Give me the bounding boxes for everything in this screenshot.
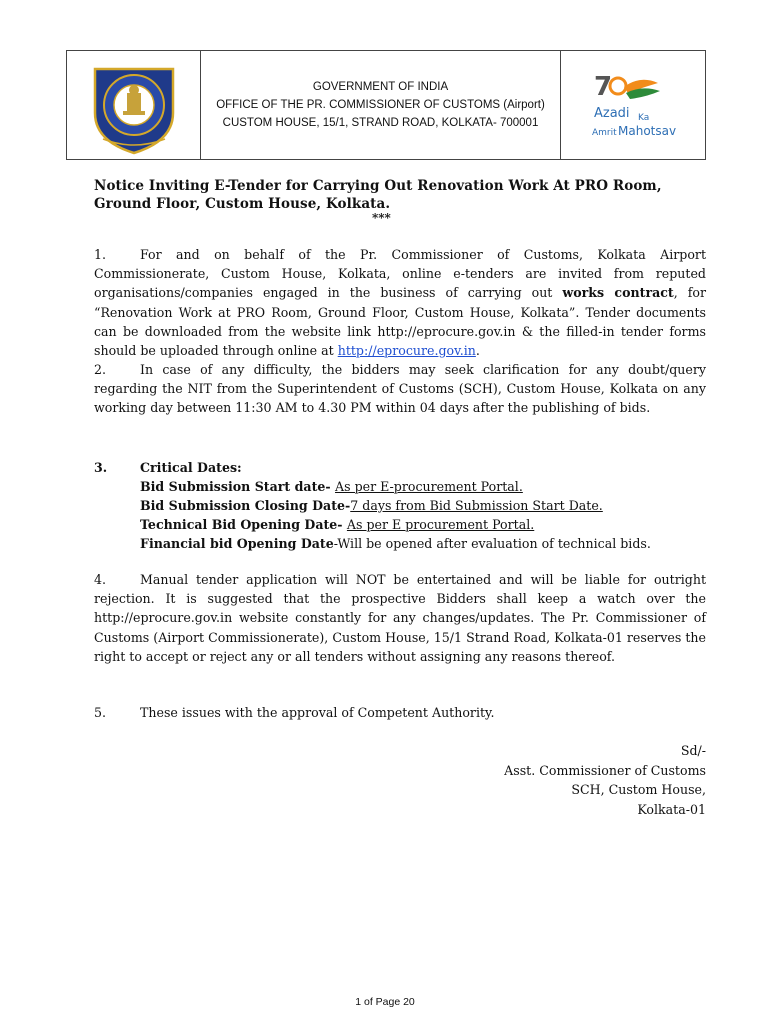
critical-row-value: As per E procurement Portal. <box>346 517 535 532</box>
customs-emblem-icon <box>85 55 183 155</box>
signature-city: Kolkata-01 <box>637 801 706 817</box>
signature-office: SCH, Custom House, <box>571 782 706 797</box>
para-2-text: In case of any difficulty, the bidders may seek clarification for any doubt/query regarding the NIT from the Superintendent of Customs (SCH), Custom House, Kolkata on any working day between 11:30 AM to 4.30 PM within 04 days after the publishing of bids. <box>94 362 706 416</box>
logo-amrit: Amrit <box>592 128 617 138</box>
para-1-text-c: . <box>475 343 480 359</box>
critical-row-label: Bid Submission Start date- <box>140 479 336 494</box>
header-line-2: OFFICE OF THE PR. COMMISSIONER OF CUSTOMS (Airport) <box>216 99 545 111</box>
para-3-number: 3. <box>94 460 108 475</box>
title-line-2: Ground Floor, Custom House, Kolkata. <box>94 196 391 212</box>
critical-row <box>140 477 651 496</box>
eprocure-link[interactable]: http://eprocure.gov.in <box>337 343 476 359</box>
critical-row-value: 7 days from Bid Submission Start Date. <box>350 498 603 513</box>
para-1-text-b: , for “Renovation Work at PRO Room, Ground Floor, Custom House, Kolkata”. Tender documents can be downloaded from the website link http://eprocure.gov.in & the filled-in tender forms should be uploaded through online at <box>94 285 706 359</box>
para-1-number: 1. <box>94 247 107 262</box>
svg-text:7: 7 <box>594 72 613 102</box>
header-line-1: GOVERNMENT OF INDIA <box>312 81 449 93</box>
critical-dates-heading: Critical Dates: <box>140 460 242 475</box>
para-4-number: 4. <box>94 572 107 587</box>
para-2-number: 2. <box>94 362 107 377</box>
critical-dates-lines <box>140 458 651 553</box>
signature-designation: Asst. Commissioner of Customs <box>504 762 706 778</box>
para-5-text: These issues with the approval of Competent Authority. <box>140 705 495 720</box>
critical-row-label: Bid Submission Closing Date- <box>140 498 351 513</box>
paragraph-5 <box>94 703 706 722</box>
paragraph-4 <box>94 570 706 666</box>
header-line-3: CUSTOM HOUSE, 15/1, STRAND ROAD, KOLKATA- 700001 <box>222 117 539 129</box>
critical-row <box>140 496 651 515</box>
para-1-text-a: For and on behalf of the Pr. Commissioner of Customs, Kolkata Airport Commissionerate, Custom House, Kolkata, online e-tenders are invited from reputed organisations/companies engaged in the business of carrying out <box>94 247 706 301</box>
signature-block <box>504 741 706 819</box>
signature-sd: Sd/- <box>680 743 706 758</box>
para-4-text: Manual tender application will NOT be entertained and will be liable for outright rejection. It is suggested that the prospective Bidders shall keep a watch over the http://eprocure.gov.in website constantly for any changes/updates. The Pr. Commissioner of Customs (Airport Commissionerate), Custom House, 15/1 Strand Road, Kolkata-01 reserves the right to accept or reject any or all tenders without assigning any reasons thereof. <box>94 572 706 664</box>
page-number: 1 of Page 20 <box>355 996 415 1008</box>
notice-title <box>94 177 714 213</box>
logo-azadi: Azadi <box>594 106 630 121</box>
office-address <box>201 51 561 159</box>
para-1-bold: works contract <box>562 285 674 301</box>
critical-row-value: -Will be opened after evaluation of technical bids. <box>333 536 651 551</box>
logo-cell <box>561 51 705 159</box>
paragraph-2 <box>94 360 706 418</box>
critical-row <box>140 515 651 534</box>
critical-row-label: Technical Bid Opening Date- <box>140 517 347 532</box>
critical-row-label: Financial bid Opening Date <box>140 536 334 551</box>
letterhead <box>66 50 706 160</box>
azadi-ka-amrit-mahotsav-logo-icon <box>588 65 678 145</box>
paragraph-1 <box>94 245 706 360</box>
critical-row <box>140 534 651 553</box>
logo-mahotsav: Mahotsav <box>618 124 677 138</box>
logo-ka: Ka <box>638 113 650 123</box>
emblem-cell <box>67 51 201 159</box>
title-separator: *** <box>372 211 391 225</box>
title-line-1: Notice Inviting E-Tender for Carrying Out Renovation Work At PRO Room, <box>94 178 662 194</box>
critical-row-value: As per E-procurement Portal. <box>335 479 523 494</box>
para-5-number: 5. <box>94 705 107 720</box>
